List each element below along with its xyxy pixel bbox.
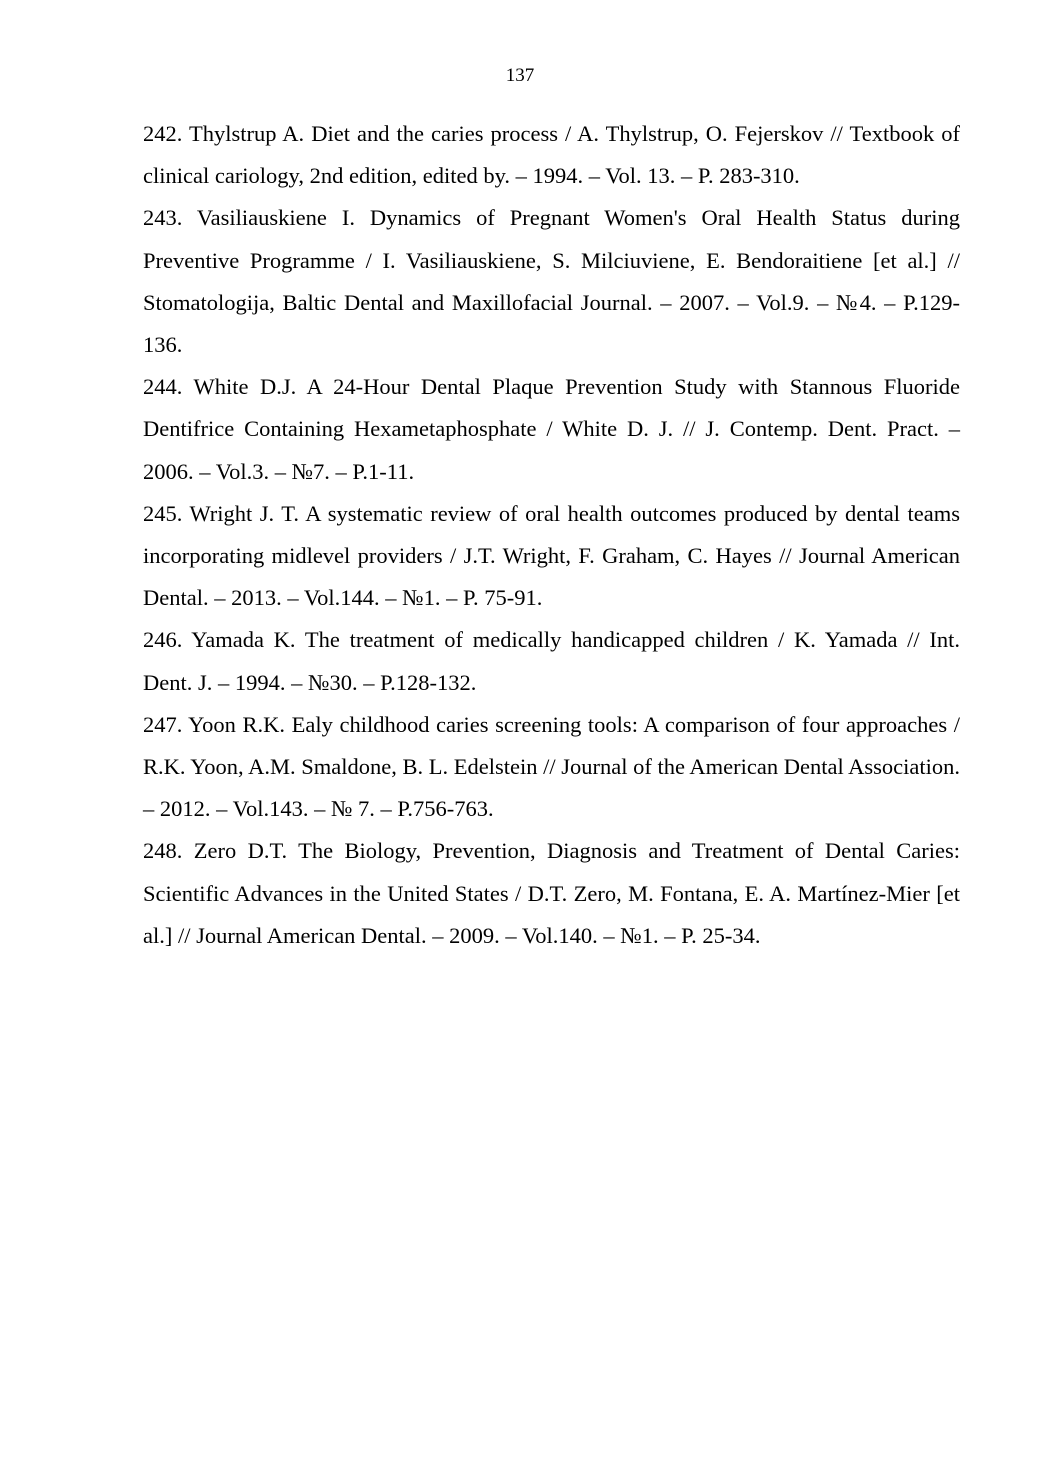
reference-entry: 247. Yoon R.K. Ealy childhood caries screening tools: A comparison of four approaches / R.K. Yoon, A.M. Smaldone, B. L. Edelstein // Journal of the American Dental Association. – 2012. – Vol.143. – № 7. – P.756-763.	[143, 711, 960, 822]
reference-list	[143, 113, 960, 957]
reference-entry: 248. Zero D.T. The Biology, Prevention, Diagnosis and Treatment of Dental Caries: Scientific Advances in the United States / D.T. Zero, M. Fontana, E. A. Martínez-Mier [et al.] // Journal American Dental. – 2009. – Vol.140. – №1. – P. 25-34.	[143, 838, 960, 948]
reference-entry: 244. White D.J. A 24-Hour Dental Plaque Prevention Study with Stannous Fluoride Dentifrice Containing Hexametaphosphate / White D. J. // J. Contemp. Dent. Pract. – 2006. – Vol.3. – №7. – P.1-11.	[143, 374, 960, 484]
reference-entry: 243. Vasiliauskiene I. Dynamics of Pregnant Women's Oral Health Status during Preventive Programme / I. Vasiliauskiene, S. Milciuviene, E. Bendoraitiene [et al.] // Stomatologija, Baltic Dental and Maxillofacial Journal. – 2007. – Vol.9. – №4. – P.129-136.	[143, 205, 960, 358]
reference-entry: 245. Wright J. T. A systematic review of oral health outcomes produced by dental teams incorporating midlevel providers / J.T. Wright, F. Graham, C. Hayes // Journal American Dental. – 2013. – Vol.144. – №1. – P. 75-91.	[143, 500, 960, 611]
page-number: 137	[505, 65, 535, 86]
reference-entry: 242. Thylstrup A. Diet and the caries process / A. Thylstrup, O. Fejerskov // Textbook of clinical cariology, 2nd edition, edited by. – 1994. – Vol. 13. – P. 283-310.	[143, 121, 960, 189]
reference-entry: 246. Yamada K. The treatment of medically handicapped children / K. Yamada // Int. Dent. J. – 1994. – №30. – P.128-132.	[143, 627, 960, 695]
